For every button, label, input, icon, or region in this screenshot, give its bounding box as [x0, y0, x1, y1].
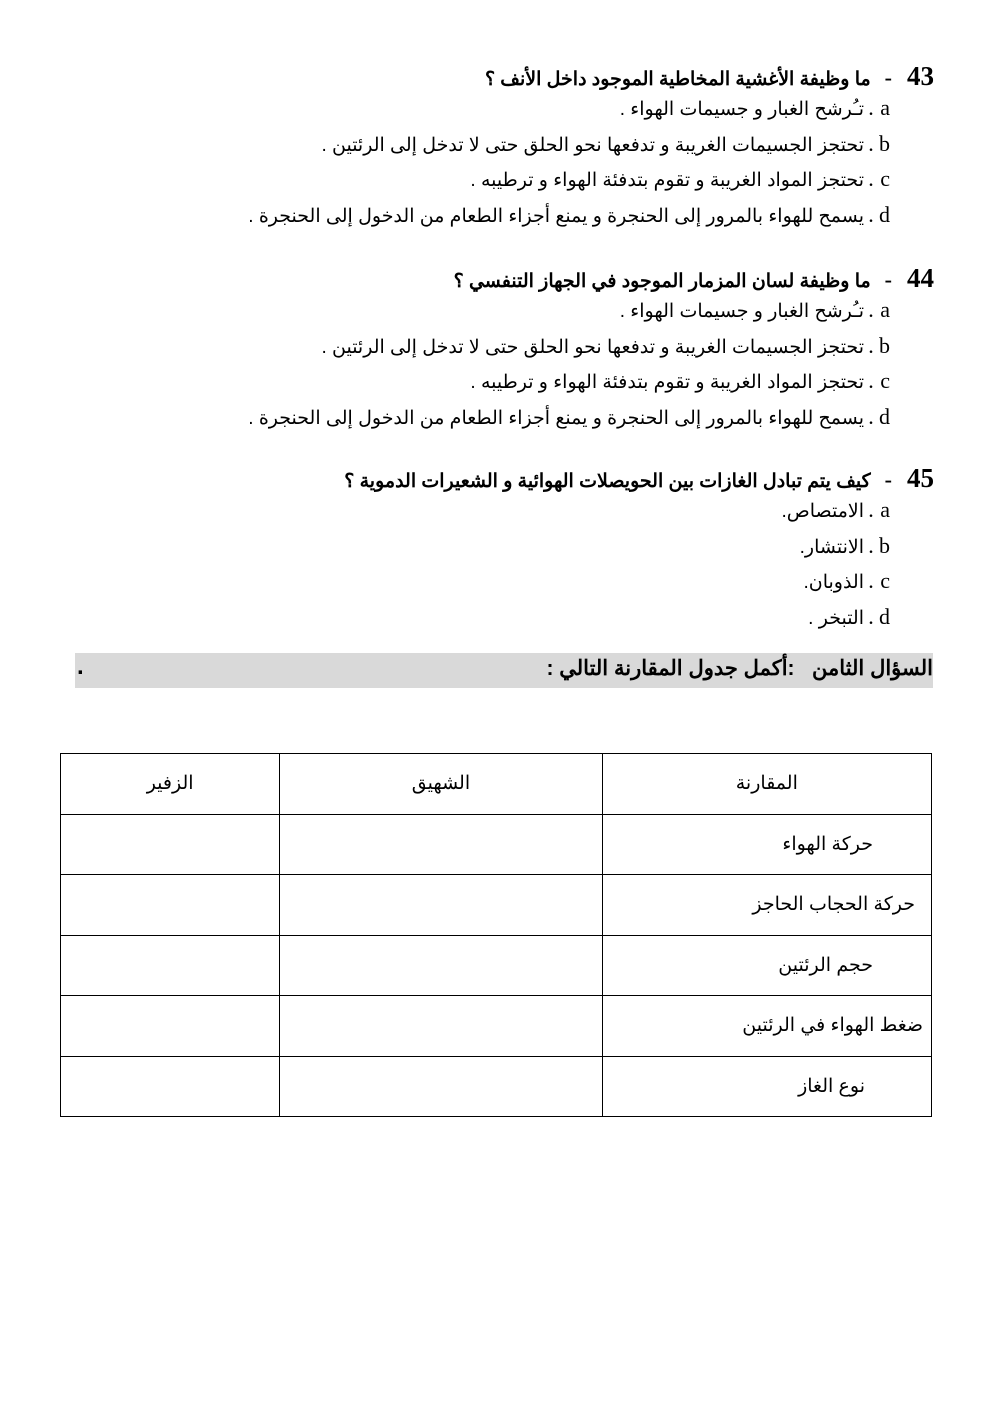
option-c — [74, 368, 934, 404]
inhalation-answer-cell[interactable] — [280, 814, 602, 875]
option-a — [74, 297, 934, 333]
option-letter: c — [880, 368, 890, 393]
question-45 — [74, 463, 934, 639]
option-text: يسمح للهواء بالمرور إلى الحنجرة و يمنع أجزاء الطعام من الدخول إلى الحنجرة . — [248, 205, 864, 227]
option-letter: b — [879, 332, 890, 358]
option-dot: . — [868, 403, 874, 429]
section-title: السؤال الثامن :أكمل جدول المقارنة التالي : — [546, 657, 933, 680]
option-dot: . — [868, 332, 874, 358]
option-letter: d — [879, 201, 890, 227]
option-dot: . — [868, 130, 874, 156]
exhalation-answer-cell[interactable] — [61, 875, 280, 936]
option-d — [74, 404, 934, 440]
question-dash: - — [884, 467, 892, 492]
question-header — [74, 463, 934, 497]
header-exhalation: الزفير — [61, 754, 280, 815]
option-a — [74, 497, 934, 533]
option-dot: . — [868, 532, 874, 558]
inhalation-answer-cell[interactable] — [280, 996, 602, 1057]
section-header-bar — [75, 653, 933, 688]
question-dash: - — [884, 65, 892, 90]
inhalation-answer-cell[interactable] — [280, 1056, 602, 1117]
table-row — [61, 1056, 932, 1117]
comparison-table — [60, 753, 932, 1117]
header-comparison: المقارنة — [602, 754, 931, 815]
row-label: حركة الحجاب الحاجز — [602, 875, 931, 936]
table-row — [61, 935, 932, 996]
option-text: تحتجز المواد الغريبة و تقوم بتدفئة الهواء و ترطيبه . — [470, 170, 864, 191]
option-dot: . — [868, 95, 874, 120]
exhalation-answer-cell[interactable] — [61, 814, 280, 875]
row-label: حركة الهواء — [602, 814, 931, 875]
option-text: الذوبان. — [803, 572, 864, 593]
section-trailing-dot: . — [77, 653, 84, 680]
option-dot: . — [868, 497, 874, 522]
option-dot: . — [868, 297, 874, 322]
option-d — [74, 604, 934, 640]
question-number: 44 — [907, 263, 934, 293]
question-number: 43 — [907, 61, 934, 91]
row-label: حجم الرئتين — [602, 935, 931, 996]
option-letter: b — [879, 532, 890, 558]
question-header — [74, 61, 934, 95]
header-inhalation: الشهيق — [280, 754, 602, 815]
option-c — [74, 568, 934, 604]
option-letter: a — [880, 95, 890, 120]
question-dash: - — [884, 267, 892, 292]
option-text: تحتجز الجسيمات الغريبة و تدفعها نحو الحلق حتى لا تدخل إلى الرئتين . — [321, 134, 864, 156]
exhalation-answer-cell[interactable] — [61, 1056, 280, 1117]
inhalation-answer-cell[interactable] — [280, 935, 602, 996]
row-label: ضغط الهواء في الرئتين — [602, 996, 931, 1057]
option-text: التبخر . — [808, 607, 864, 629]
option-b — [74, 131, 934, 167]
option-dot: . — [868, 201, 874, 227]
question-43 — [74, 61, 934, 237]
question-number: 45 — [907, 463, 934, 493]
option-letter: a — [880, 497, 890, 522]
option-letter: c — [880, 568, 890, 593]
option-text: الامتصاص. — [781, 501, 864, 522]
option-dot: . — [868, 368, 874, 393]
option-b — [74, 333, 934, 369]
option-text: الانتشار. — [799, 536, 864, 558]
option-text: يسمح للهواء بالمرور إلى الحنجرة و يمنع أجزاء الطعام من الدخول إلى الحنجرة . — [248, 407, 864, 429]
option-dot: . — [868, 603, 874, 629]
option-d — [74, 202, 934, 238]
option-text: تحتجز الجسيمات الغريبة و تدفعها نحو الحلق حتى لا تدخل إلى الرئتين . — [321, 336, 864, 358]
table-row — [61, 996, 932, 1057]
exhalation-answer-cell[interactable] — [61, 935, 280, 996]
table-header-row — [61, 754, 932, 815]
option-a — [74, 95, 934, 131]
option-letter: b — [879, 130, 890, 156]
option-letter: d — [879, 403, 890, 429]
exhalation-answer-cell[interactable] — [61, 996, 280, 1057]
option-letter: c — [880, 166, 890, 191]
question-44 — [74, 263, 934, 439]
option-dot: . — [868, 166, 874, 191]
option-c — [74, 166, 934, 202]
question-header — [74, 263, 934, 297]
option-letter: a — [880, 297, 890, 322]
table-row — [61, 875, 932, 936]
question-text: ما وظيفة لسان المزمار الموجود في الجهاز التنفسي ؟ — [453, 271, 871, 292]
inhalation-answer-cell[interactable] — [280, 875, 602, 936]
option-letter: d — [879, 603, 890, 629]
table-row — [61, 814, 932, 875]
option-dot: . — [868, 568, 874, 593]
option-b — [74, 533, 934, 569]
option-text: تـُرشح الغبار و جسيمات الهواء . — [619, 301, 864, 322]
question-text: كيف يتم تبادل الغازات بين الحويصلات الهوائية و الشعيرات الدموية ؟ — [344, 471, 871, 492]
row-label: نوع الغاز — [602, 1056, 931, 1117]
question-text: ما وظيفة الأغشية المخاطية الموجود داخل الأنف ؟ — [484, 69, 871, 90]
option-text: تحتجز المواد الغريبة و تقوم بتدفئة الهواء و ترطيبه . — [470, 372, 864, 393]
option-text: تـُرشح الغبار و جسيمات الهواء . — [619, 99, 864, 120]
